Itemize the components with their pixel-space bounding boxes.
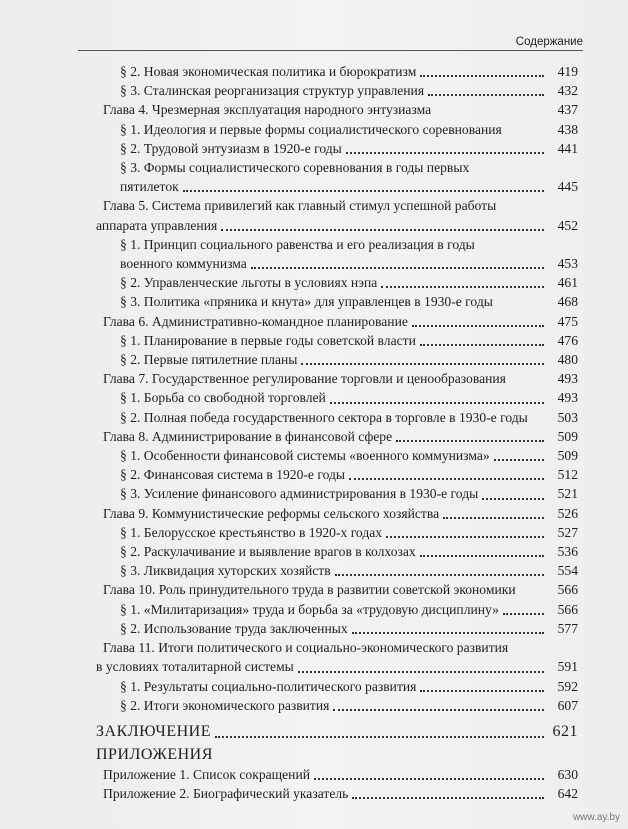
toc-entry (96, 408, 578, 427)
toc-page-number: 607 (557, 697, 578, 713)
toc-entry-title: § 1. Идеология и первые формы социалистического соревнования (120, 121, 502, 137)
toc-entry-continuation (96, 657, 578, 676)
toc-entry-title: § 1. Планирование в первые годы советской власти (120, 332, 416, 348)
table-of-contents (96, 62, 578, 803)
toc-entry-title: Глава 9. Коммунистические реформы сельского хозяйства (103, 505, 440, 521)
toc-entry-title: Глава 5. Система привилегий как главный стимул успешной работы (103, 198, 497, 214)
toc-entry (96, 196, 548, 215)
toc-entry (96, 446, 578, 465)
toc-page-number: 536 (557, 544, 578, 560)
dot-leader (335, 574, 544, 576)
toc-page-number: 432 (557, 83, 578, 99)
toc-entry-title: Приложение 1. Список сокращений (103, 766, 310, 782)
toc-entry (96, 677, 578, 696)
toc-page-number: 437 (557, 102, 578, 118)
toc-page-number: 592 (557, 678, 578, 694)
toc-entry-title: ЗАКЛЮЧЕНИЕ (96, 722, 211, 740)
toc-page-number: 554 (557, 563, 578, 579)
toc-entry-title: Глава 10. Роль принудительного труда в развитии советской экономики (103, 582, 516, 598)
toc-entry-title: § 1. Результаты социально-политического развития (120, 678, 417, 694)
toc-entry (96, 619, 578, 638)
dot-leader (314, 778, 544, 780)
toc-page-number: 419 (557, 64, 578, 79)
dot-leader (352, 797, 544, 799)
toc-page-number: 493 (557, 371, 578, 387)
toc-page-number: 475 (557, 313, 578, 329)
toc-entry-title: § 2. Использование труда заключенных (120, 620, 348, 636)
toc-entry (96, 484, 578, 503)
toc-entry (96, 388, 578, 407)
toc-entry-title: § 3. Формы социалистического соревнования в годы первых (120, 160, 470, 176)
dot-leader (330, 402, 544, 404)
running-header: Содержание (78, 36, 583, 51)
toc-page-number: 480 (557, 352, 578, 368)
toc-page-number: 476 (557, 332, 578, 348)
toc-entry-title: Глава 4. Чрезмерная эксплуатация народного энтузиазма (103, 102, 432, 118)
toc-page-number: 621 (552, 722, 578, 740)
toc-entry (96, 331, 578, 350)
toc-entry (96, 542, 578, 561)
toc-entry (96, 523, 578, 542)
toc-entry (96, 561, 578, 580)
toc-entry-title: § 3. Ликвидация хуторских хозяйств (120, 563, 331, 579)
dot-leader (251, 267, 544, 269)
toc-page-number: 452 (557, 217, 578, 233)
toc-page-number: 493 (557, 390, 578, 406)
toc-entry (96, 504, 578, 523)
toc-page-number: 503 (557, 409, 578, 425)
dot-leader (221, 229, 544, 231)
dot-leader (494, 459, 544, 461)
dot-leader (443, 517, 544, 519)
dot-leader (396, 440, 544, 442)
toc-page-number: 642 (557, 786, 578, 802)
dot-leader (428, 94, 544, 96)
toc-page-number: 566 (557, 601, 578, 617)
toc-entry (96, 292, 578, 311)
toc-page-number: 441 (557, 140, 578, 156)
toc-entry (96, 600, 578, 619)
dot-leader (215, 736, 544, 738)
toc-entry-title: § 2. Итоги экономического развития (120, 697, 330, 713)
toc-entry (96, 120, 578, 139)
toc-entry (96, 312, 578, 331)
toc-entry-title: § 2. Раскулачивание и выявление врагов в колхозах (120, 544, 416, 560)
toc-page-number: 591 (557, 659, 578, 675)
toc-entry (96, 273, 578, 292)
toc-page-number: 527 (557, 524, 578, 540)
toc-entry-continuation (96, 254, 578, 273)
toc-entry (96, 465, 578, 484)
toc-entry (96, 427, 578, 446)
toc-entry-title: § 3. Усиление финансового администрирования в 1930-е годы (120, 486, 479, 502)
toc-entry-title: § 1. «Милитаризация» труда и борьба за «трудовую дисциплину» (120, 601, 499, 617)
toc-page-number: 577 (557, 620, 578, 636)
toc-entry (96, 158, 548, 177)
dot-leader (298, 671, 544, 673)
toc-entry-title: § 3. Сталинская реорганизация структур управления (120, 83, 425, 99)
toc-entry-title: § 2. Трудовой энтузиазм в 1920-е годы (120, 140, 342, 156)
toc-entry-title: Глава 7. Государственное регулирование торговли и ценообразования (103, 371, 506, 387)
dot-leader (381, 286, 544, 288)
dot-leader (386, 536, 544, 538)
watermark: www.ay.by (572, 812, 620, 823)
toc-page-number: 566 (557, 582, 578, 598)
toc-entry-title: § 2. Управленческие льготы в условиях нэпа (120, 275, 378, 291)
toc-page-number: 453 (557, 256, 578, 272)
toc-entry-title: § 2. Новая экономическая политика и бюрократизм (120, 64, 417, 79)
toc-entry (96, 784, 578, 803)
toc-entry-title: § 3. Политика «пряника и кнута» для управленцев в 1930-е годы (120, 294, 493, 310)
toc-page-number: 526 (557, 505, 578, 521)
toc-entry-title: ПРИЛОЖЕНИЯ (96, 745, 213, 763)
dot-leader (352, 632, 544, 634)
dot-leader (420, 690, 544, 692)
toc-page-number: 509 (557, 448, 578, 464)
toc-entry-title: Глава 8. Администрирование в финансовой сфере (103, 428, 393, 444)
toc-entry-title: § 1. Принцип социального равенства и его реализация в годы (120, 236, 475, 252)
dot-leader (503, 613, 544, 615)
toc-entry-title-continuation: аппарата управления (96, 217, 218, 233)
toc-entry (96, 100, 578, 119)
dot-leader (301, 363, 544, 365)
toc-page-number: 630 (557, 766, 578, 782)
dot-leader (183, 190, 544, 192)
toc-entry (96, 350, 578, 369)
toc-entry (96, 62, 578, 81)
toc-entry-continuation (96, 177, 578, 196)
toc-entry-title: Глава 6. Административно-командное планирование (103, 313, 408, 329)
toc-page-number: 521 (557, 486, 578, 502)
toc-entry-title: § 2. Полная победа государственного сектора в торговле в 1930-е годы (120, 409, 528, 425)
toc-entry-title-continuation: военного коммунизма (120, 256, 247, 272)
toc-entry-continuation (96, 216, 578, 235)
toc-entry-title: § 1. Борьба со свободной торговлей (120, 390, 326, 406)
toc-entry-title: Глава 11. Итоги политического и социально-экономического развития (103, 640, 509, 656)
toc-entry-title: § 1. Белорусское крестьянство в 1920-х годах (120, 524, 383, 540)
toc-entry (96, 765, 578, 784)
toc-entry-title-continuation: в условиях тоталитарной системы (96, 659, 294, 675)
toc-page-number: 461 (557, 275, 578, 291)
toc-entry (96, 139, 578, 158)
toc-entry-title: § 2. Финансовая система в 1920-е годы (120, 467, 346, 483)
toc-section-heading (96, 721, 578, 742)
toc-page-number: 509 (557, 428, 578, 444)
dot-leader (349, 478, 544, 480)
dot-leader (482, 498, 544, 500)
toc-entry-title: Приложение 2. Биографический указатель (103, 786, 349, 802)
dot-leader (420, 344, 544, 346)
dot-leader (420, 75, 544, 77)
toc-entry (96, 81, 578, 100)
dot-leader (346, 152, 544, 154)
toc-entry (96, 580, 578, 599)
toc-page-number: 445 (557, 179, 578, 195)
dot-leader (420, 555, 544, 557)
toc-page-number: 438 (557, 121, 578, 137)
toc-entry (96, 369, 578, 388)
dot-leader (412, 325, 544, 327)
toc-page-number: 512 (557, 467, 578, 483)
dot-leader (333, 709, 544, 711)
toc-entry-title: § 2. Первые пятилетние планы (120, 352, 298, 368)
toc-entry (96, 696, 578, 715)
toc-entry-title-continuation: пятилеток (120, 179, 179, 195)
toc-entry (96, 235, 548, 254)
toc-section-heading (96, 744, 548, 765)
toc-entry (96, 638, 548, 657)
toc-page-number: 468 (557, 294, 578, 310)
toc-entry-title: § 1. Особенности финансовой системы «военного коммунизма» (120, 448, 490, 464)
